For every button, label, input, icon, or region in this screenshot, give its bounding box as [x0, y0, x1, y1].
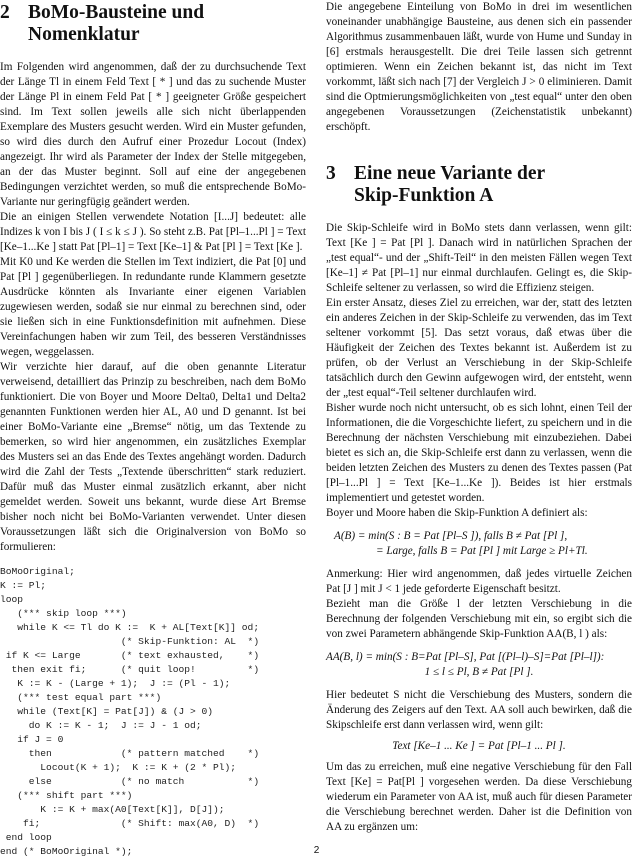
section-title-line2: Skip-Funktion A — [354, 185, 494, 206]
formula-line: A(B) = min(S : B = Pat [Pl–S ]), falls B ≠ Pat [Pl ], — [334, 530, 568, 542]
paragraph: Die angegebene Einteilung von BoMo in drei im wesentlichen voneinander unabhängige Bausteine, aus denen sich ein passender Algorithmus zusammenbauen läßt, wurde von Hume und Sunday in [6] erstmals herausgestellt. Die drei Teile lassen sich getrennt optimieren. Wenn ein Zeichen bekannt ist, das nicht im Text vorkommt, läßt sich nach [7] der Vergleich J > 0 eliminieren. Damit sind die Optmierungsmöglichkeiten von „test equal“ unter den oben angegebenen Voraussetzungen (Zeichenstatistik unbekannt) erschöpft. — [326, 1, 632, 133]
code-line: else (* no match *) — [0, 776, 260, 787]
code-line: if K <= Large (* text exhausted, *) — [0, 650, 260, 661]
paragraph: Mit K0 und Ke werden die Stellen im Text indiziert, die Pat [0] und Pat [Pl ] gegenüberliegen. In redundante runde Klammern gesetzte Ausdrücke könnten als Invariante einer eigenen Variablen zugewiesen werden, sodaß sie nur einmal zu berechnen sind, oder sie ließen sich in eine Funktionsdefinition mit aufnehmen. Diese Vereinfachungen haben wir zum Teil, des besseren Verständnisses wegen, weggelassen. — [0, 256, 306, 358]
code-line: while K <= Tl do K := K + AL[Text[K]] od; — [0, 622, 260, 633]
code-line: then (* pattern matched *) — [0, 748, 260, 759]
code-line: (* Skip-Funktion: AL *) — [0, 636, 260, 647]
formula-text-equal: Text [Ke–1 ... Ke ] = Pat [Pl–1 ... Pl ]. — [392, 740, 566, 752]
code-line: (*** skip loop ***) — [0, 608, 127, 619]
code-line: then exit fi; (* quit loop! *) — [0, 664, 260, 675]
paragraph: Im Folgenden wird angenommen, daß der zu durchsuchende Text der Länge Tl in einem Feld Text [ * ] und das zu suchende Muster der Länge Pl in einem Feld Pat [ * ] geeigneter Größe gespeichert sind. Im Text sollen jeweils alle sich nicht überlappenden Exemplare des Musters gesucht werden. Wird ein Muster gefunden, so wird dies durch den Aufruf einer Prozedur Locout (Index) angezeigt. Ihr wird als Parameter der Index der Stelle mitgegeben, an der das Muster beginnt. Soll auf eine der angegebenen Bedingungen verzichtet werden, so muß die entsprechende BoMo-Variante nur geringfügig geändert werden. — [0, 61, 306, 208]
code-line: do K := K - 1; J := J - 1 od; — [0, 720, 202, 731]
formula-line: = Large, falls B = Pat [Pl ] mit Large ≥ Pl+Tl. — [376, 545, 588, 557]
page-number: 2 — [313, 845, 320, 856]
code-line: Locout(K + 1); K := K + (2 * Pl); — [0, 762, 237, 773]
paragraph: Bisher wurde noch nicht untersucht, ob es sich lohnt, einen Teil der Informationen, die die Vorgeschichte liefert, zu speichern und in die Berechnung der nächsten Verschiebung mit einzubeziehen. Dabei bietet es sich an, die Skip-Schleife erst dann zu verlassen, wenn die beiden letzten Zeichen des Musters zu denen des Textes passen (Pat [Pl–1...Pl ] = Text [Ke–1...Ke ]). Beides ist hier erstmals implementiert und getestet worden. — [326, 402, 632, 504]
paragraph: Die an einigen Stellen verwendete Notation [I...J] bedeutet: alle Indizes k von I bis J ( I ≤ k ≤ J ). So steht z.B. Pat [Pl–1...Pl ] = Text [Ke–1...Ke ] statt Pat [Pl–1] = Text [Ke–1] & Pat [Pl ] = Text [Ke ]. — [0, 211, 306, 253]
code-line: K := K + max(A0[Text[K]], D[J]); — [0, 804, 225, 815]
formula-A — [326, 529, 632, 559]
code-line: loop — [0, 594, 24, 605]
paragraph: Boyer und Moore haben die Skip-Funktion A definiert als: — [326, 507, 588, 519]
paragraph: Um das zu erreichen, muß eine negative Verschiebung für den Fall Text [Ke] = Pat[Pl ] vorgesehen werden. Da diese Verschiebung wiederum ein Parameter von AA ist, muß auch für diesen Parameter die Verschiebung berechnet werden. Daher ist die Definition von AA zu ergänzen um: — [326, 761, 632, 833]
code-line: if J = 0 — [0, 734, 64, 745]
code-line: while (Text[K] = Pat[J]) & (J > 0) — [0, 706, 214, 717]
code-line: BoMoOriginal; — [0, 566, 75, 577]
section-number: 3 — [326, 163, 336, 184]
code-line: K := K - (Large + 1); J := (Pl - 1); — [0, 678, 231, 689]
left-column — [0, 0, 306, 859]
section-title-line1: Eine neue Variante der — [354, 163, 546, 184]
paragraph: Hier bedeutet S nicht die Verschiebung des Musters, sondern die Änderung des Zeigers auf den Text. AA soll auch bewirken, daß die Skipschleife erst dann verlassen wird, wenn gilt: — [326, 689, 632, 731]
paragraph: Anmerkung: Hier wird angenommen, daß jedes virtuelle Zeichen Pat [J ] mit J < 1 jede geforderte Eigenschaft besitzt. — [326, 568, 632, 595]
section-title: BoMo-Bausteine und Nomenklatur — [28, 2, 205, 45]
section-3-heading — [326, 163, 632, 207]
code-line: (*** shift part ***) — [0, 790, 133, 801]
code-line: end (* BoMoOriginal *); — [0, 846, 133, 857]
section-number: 2 — [0, 2, 10, 23]
paragraph: Ein erster Ansatz, dieses Ziel zu erreichen, war der, statt des letzten ein anderes Zeichen in der Skip-Schleife zu verwenden, das im Text seltener vorkommt [5]. Das setzt voraus, daß etwas über die Häufigkeit der Zeichen des Textes bekannt ist. Außerdem ist zu prüfen, ob der Verlust an Verschiebung in der Skip-Schleife tatsächlich durch den Gewinn aufgewogen wird, der entsteht, wenn der „test equal“-Teil seltener durchlaufen wird. — [326, 297, 632, 399]
code-line: fi; (* Shift: max(A0, D) *) — [0, 818, 260, 829]
code-line: end loop — [0, 832, 52, 843]
formula-line: AA(B, l) = min(S : B=Pat [Pl–S], Pat [(Pl–l)–S]=Pat [Pl–l]): — [326, 651, 605, 663]
paragraph: Wir verzichte hier darauf, auf die oben genannte Literatur verweisend, detailliert das Prinzip zu beschreiben, nach dem BoMo funktioniert. Die von Boyer und Moore Delta0, Delta1 und Delta2 genannten Funktionen werden hier AL, A0 und D genannt. Ist bei einer BoMo-Variante eine „Bremse“ nötig, um das Textende zu bemerken, so wird hier angenommen, ein zusätzliches Exemplar des Musters sei an das Ende des Textes angehängt worden. Dadurch wird die Zahl der Tests „Textende überschritten“ stark reduziert. Dafür muß das Muster einmal zusätzlich erkannt, aber nicht gemeldet werden. Soweit uns bekannt, wurde diese Art Bremse bisher noch nicht bei BoMo-Varianten verwendet. Unter diesen Voraussetzungen läßt sich die Originalversion von BoMo so formulieren: — [0, 361, 306, 553]
paragraph: Die Skip-Schleife wird in BoMo stets dann verlassen, wenn gilt: Text [Ke ] = Pat [Pl ]. Danach wird in natürlichen Sprachen der „test equal“- und der „Shift-Teil“ in den meisten Fällen wegen Text [Ke–1] ≠ Pat [Pl–1] nur einmal durchlaufen. Gelingt es, die Skip-Schleife seltener zu verlassen, so wird die Effizienz steigen. — [326, 222, 632, 294]
code-line: K := Pl; — [0, 580, 47, 591]
formula-AA — [326, 650, 632, 680]
paragraph: Bezieht man die Größe l der letzten Verschiebung in die Berechnung der folgenden Verschiebung mit ein, so ergibt sich die von zwei Parametern abhängende Skip-Funktion AA(B, l ) als: — [326, 598, 632, 640]
right-column — [326, 0, 632, 835]
code-listing — [0, 565, 306, 859]
section-2-heading — [0, 2, 306, 46]
formula-line: 1 ≤ l ≤ Pl, B ≠ Pat [Pl ]. — [424, 666, 534, 678]
code-line: (*** test equal part ***) — [0, 692, 162, 703]
